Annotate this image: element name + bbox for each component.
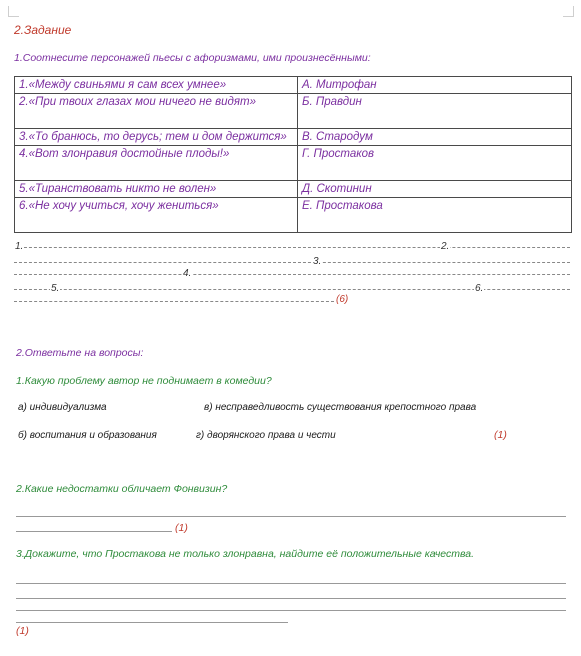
corner-mark-top-left: [8, 6, 19, 17]
answer-line[interactable]: [14, 274, 570, 275]
section-2-heading: 2.Ответьте на вопросы:: [16, 347, 144, 359]
answer-line[interactable]: [14, 247, 570, 248]
answer-number: 1.: [15, 241, 24, 252]
quote-cell: 1.«Между свиньями я сам всех умнее»: [15, 77, 298, 94]
answer-line[interactable]: [16, 598, 566, 599]
answer-line[interactable]: [16, 622, 288, 623]
answer-line[interactable]: [14, 289, 570, 290]
answer-number: 6.: [475, 283, 484, 294]
person-cell: Б. Правдин: [298, 94, 572, 129]
page-heading: 2.Задание: [14, 23, 72, 37]
question-3: 3.Докажите, что Простакова не только злонравна, найдите её положительные качества.: [16, 548, 475, 560]
table-row: [15, 94, 572, 129]
option-b: б) воспитания и образования: [18, 430, 157, 441]
task-1-instruction: 1.Соотнесите персонажей пьесы с афоризмами, ими произнесёнными:: [14, 52, 371, 64]
quote-cell: 6.«Не хочу учиться, хочу жениться»: [15, 198, 298, 233]
answer-number: 5.: [51, 283, 60, 294]
quote-cell: 5.«Тиранствовать никто не волен»: [15, 181, 298, 198]
answer-line[interactable]: [16, 516, 566, 517]
score-label: (1): [494, 429, 507, 441]
table-row: [15, 129, 572, 146]
score-label: (1): [175, 522, 188, 534]
quote-cell: 4.«Вот злонравия достойные плоды!»: [15, 146, 298, 181]
person-cell: Д. Скотинин: [298, 181, 572, 198]
table-row: [15, 181, 572, 198]
person-cell: В. Стародум: [298, 129, 572, 146]
answer-number: 4.: [183, 268, 192, 279]
option-v: в) несправедливость существования крепостного права: [204, 402, 477, 413]
table-row: [15, 77, 572, 94]
person-cell: А. Митрофан: [298, 77, 572, 94]
score-label: (1): [16, 625, 29, 637]
matching-table: [14, 76, 572, 233]
quote-cell: 2.«При твоих глазах мои ничего не видят»: [15, 94, 298, 129]
question-1: 1.Какую проблему автор не поднимает в комедии?: [16, 375, 272, 387]
table-row: [15, 198, 572, 233]
option-a: а) индивидуализма: [18, 402, 107, 413]
table-row: [15, 146, 572, 181]
score-label: (6): [336, 294, 349, 305]
person-cell: Е. Простакова: [298, 198, 572, 233]
option-g: г) дворянского права и чести: [196, 430, 336, 441]
answer-line[interactable]: [16, 531, 172, 532]
answer-line[interactable]: [16, 610, 566, 611]
answer-line[interactable]: [16, 583, 566, 584]
answer-line[interactable]: [14, 301, 334, 302]
corner-mark-top-right: [563, 6, 574, 17]
answer-line[interactable]: [14, 262, 570, 263]
quote-cell: 3.«То бранюсь, то дерусь; тем и дом держится»: [15, 129, 298, 146]
answer-number: 3.: [313, 256, 322, 267]
answer-number: 2.: [441, 241, 450, 252]
question-2: 2.Какие недостатки обличает Фонвизин?: [16, 483, 228, 495]
person-cell: Г. Простаков: [298, 146, 572, 181]
